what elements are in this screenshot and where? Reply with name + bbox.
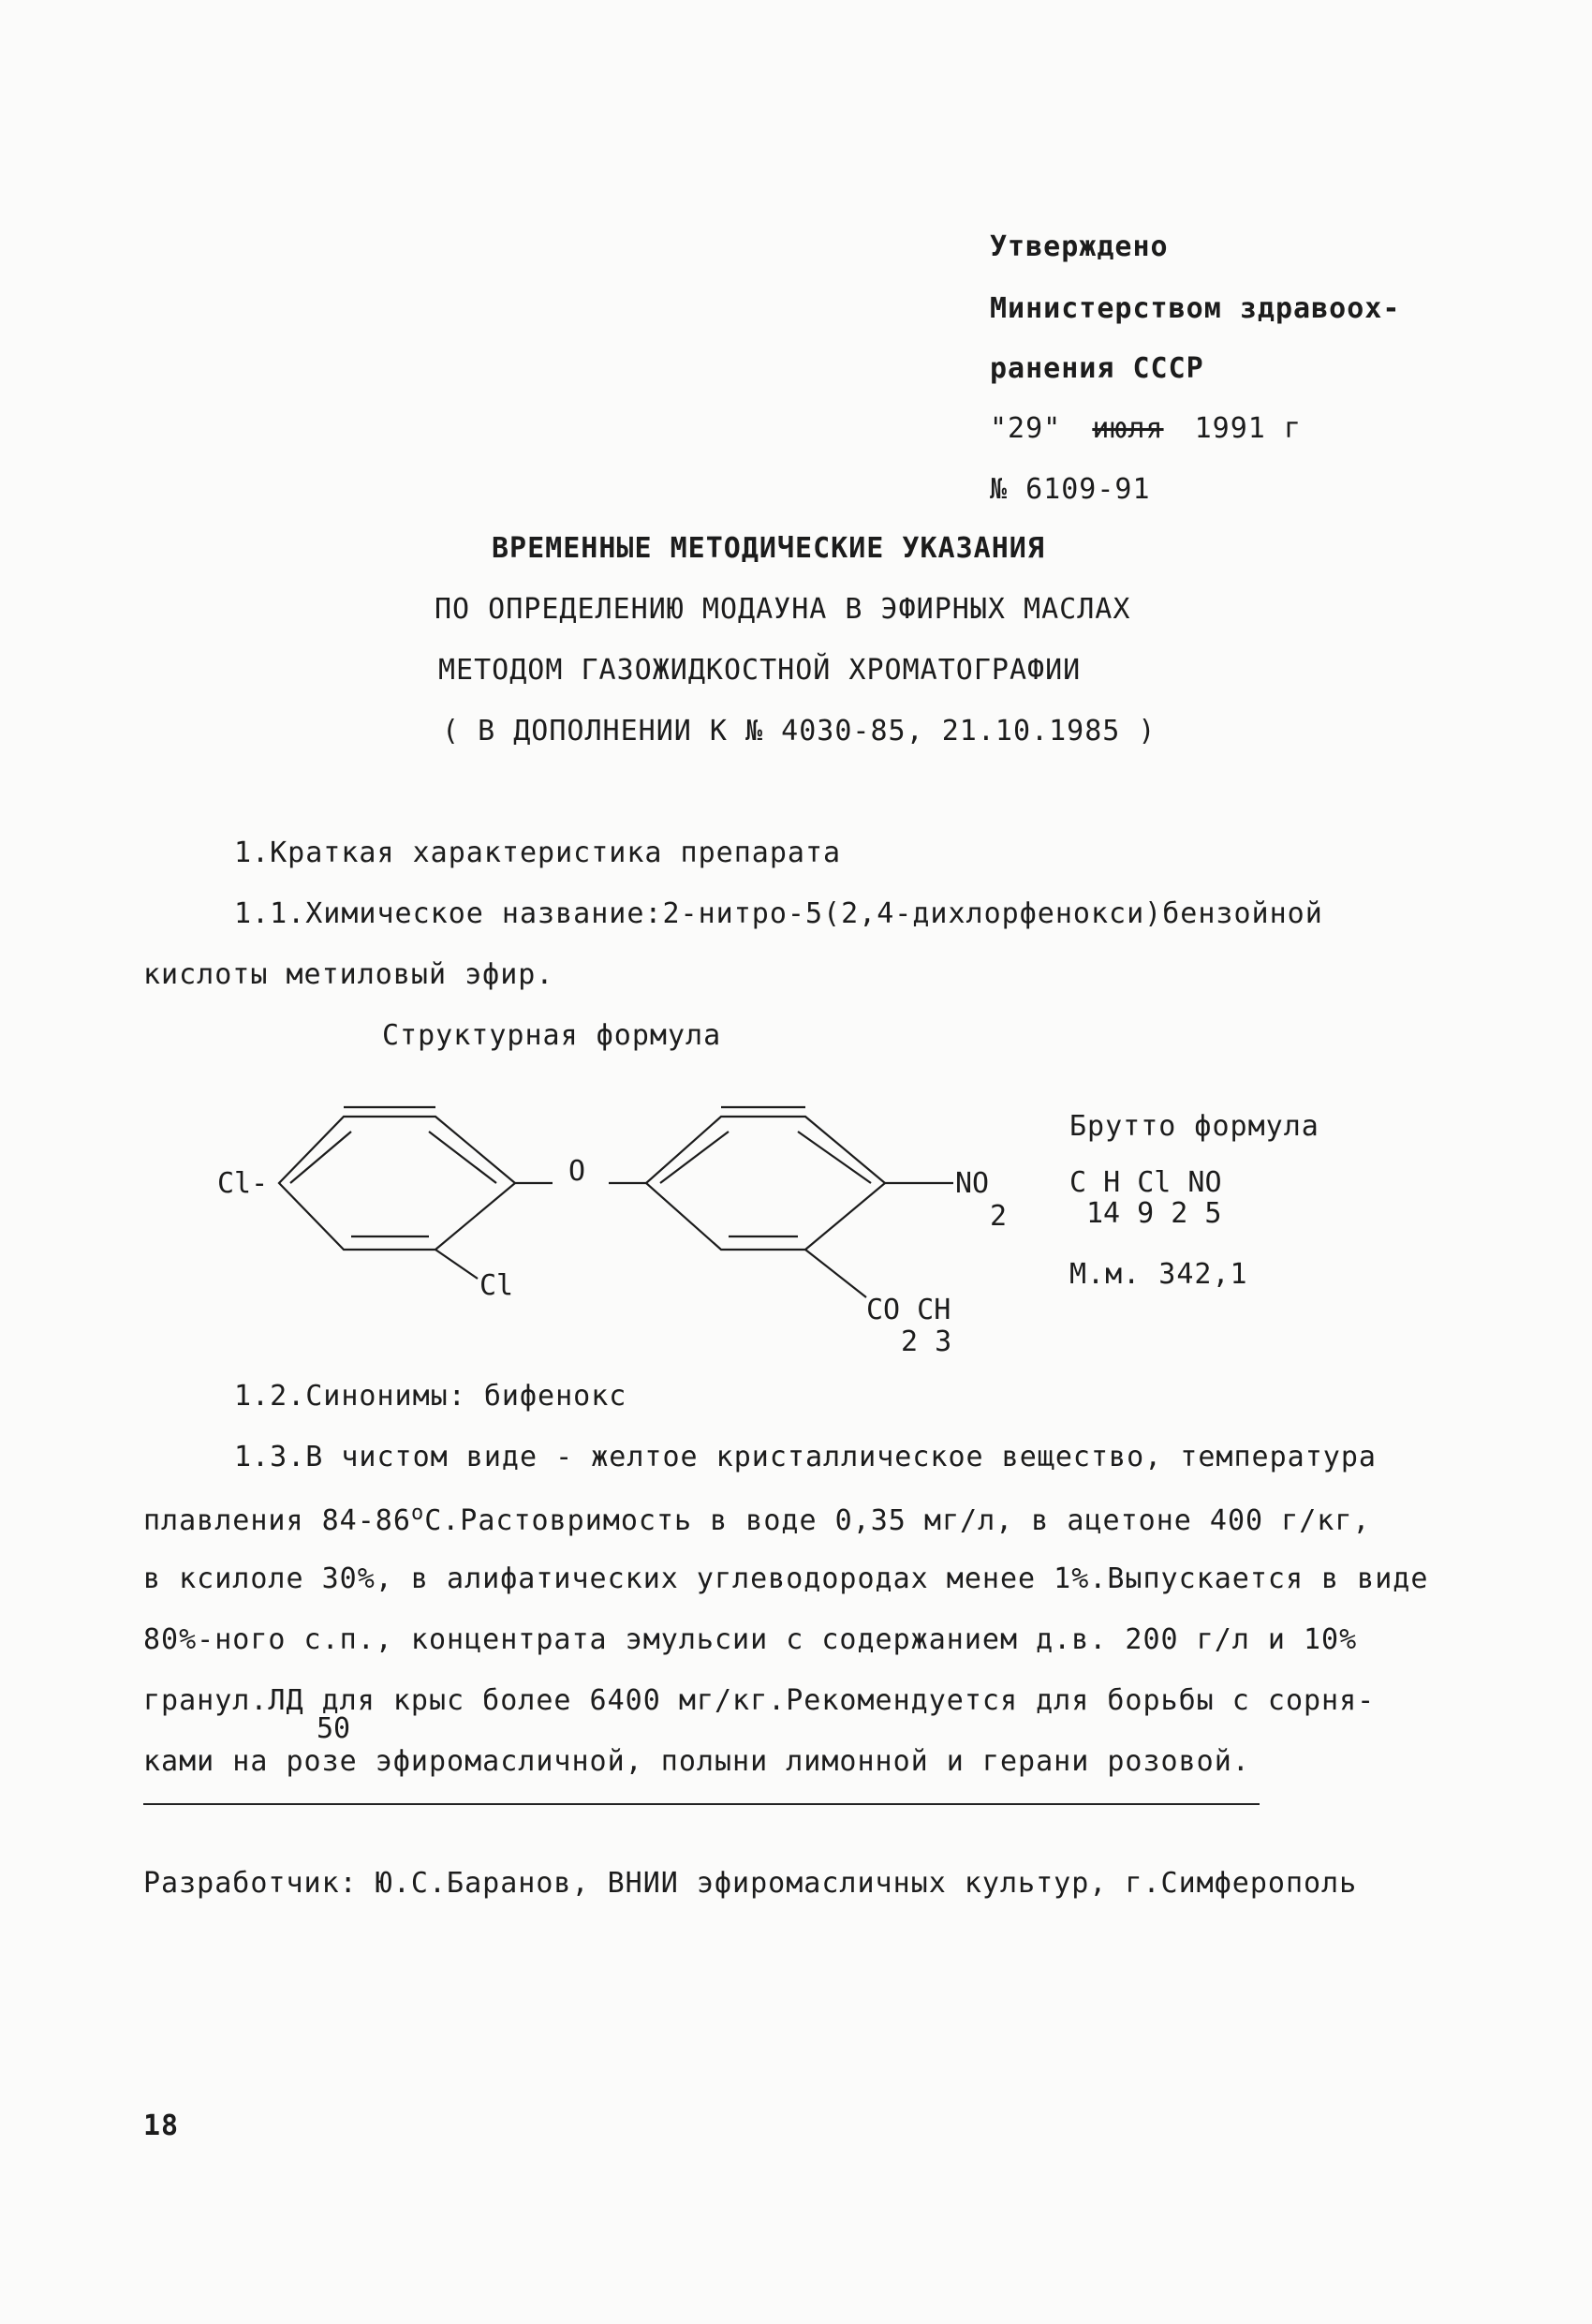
left-ring-outline	[279, 1117, 515, 1250]
structural-formula-label: Структурная формула	[382, 1019, 722, 1052]
right-ring-outline	[646, 1117, 885, 1250]
section-1-1-line-2: кислоты метиловый эфир.	[143, 958, 554, 991]
cl-bottom-label: Cl	[479, 1269, 514, 1302]
section-1-3-line-4: 80%-ного с.п., концентрата эмульсии с содержанием д.в. 200 г/л и 10%	[143, 1623, 1358, 1656]
approval-date-day: "29"	[990, 412, 1062, 445]
approval-date-month: июля	[1092, 412, 1164, 445]
section-1-3-line-2a: плавления 84-86	[143, 1504, 411, 1537]
approval-date-year: 1991 г	[1194, 412, 1302, 445]
developer-note: Разработчик: Ю.С.Баранов, ВНИИ эфиромасличных культур, г.Симферополь	[143, 1867, 1358, 1900]
no2-subscript: 2	[990, 1200, 1008, 1233]
section-1-3-line-2	[143, 1502, 1370, 1537]
approval-line-1: Утверждено	[990, 230, 1169, 263]
ester-bond	[805, 1250, 866, 1297]
approval-number: № 6109-91	[990, 473, 1151, 506]
approval-date	[990, 412, 1302, 445]
approval-line-2: Министерством здравоох-	[990, 292, 1401, 325]
title-line-3: МЕТОДОМ ГАЗОЖИДКОСТНОЙ ХРОМАТОГРАФИИ	[438, 654, 1082, 687]
molecular-mass: М.м. 342,1	[1069, 1258, 1248, 1291]
title-line-1: ВРЕМЕННЫЕ МЕТОДИЧЕСКИЕ УКАЗАНИЯ	[492, 532, 1045, 565]
section-1-3-line-2b: С.Растовримость в воде 0,35 мг/л, в ацетоне 400 г/кг,	[424, 1504, 1371, 1537]
oxygen-label: O	[568, 1155, 586, 1188]
ester-label: CO CH	[866, 1294, 951, 1326]
section-1-3-line-3: в ксилоле 30%, в алифатических углеводородах менее 1%.Выпускается в виде	[143, 1562, 1429, 1595]
section-1-1-line-1: 1.1.Химическое название:2-нитро-5(2,4-дихлорфенокси)бензойной	[234, 897, 1323, 930]
approval-line-3: ранения СССР	[990, 352, 1204, 385]
section-1-2: 1.2.Синонимы: бифенокс	[234, 1380, 627, 1413]
section-1-heading: 1.Краткая характеристика препарата	[234, 836, 842, 869]
section-1-3-line-6: ками на розе эфиромасличной, полыни лимонной и герани розовой.	[143, 1745, 1250, 1778]
ld50-subscript: 50	[317, 1712, 351, 1745]
separator-line	[143, 1803, 1260, 1805]
no2-label: NO	[955, 1167, 990, 1200]
structural-formula	[0, 1087, 1030, 1368]
degree-superscript: o	[410, 1502, 425, 1525]
ester-subscripts: 2 3	[901, 1325, 952, 1358]
title-line-2: ПО ОПРЕДЕЛЕНИЮ МОДАУНА В ЭФИРНЫХ МАСЛАХ	[435, 593, 1131, 626]
page-number: 18	[143, 2109, 180, 2142]
title-line-4: ( В ДОПОЛНЕНИИ К № 4030-85, 21.10.1985 )	[442, 715, 1157, 748]
cl-bottom-bond	[435, 1250, 478, 1279]
section-1-3-line-1: 1.3.В чистом виде - желтое кристаллическое вещество, температура	[234, 1441, 1377, 1473]
cl-left-label: Cl-	[217, 1167, 269, 1200]
section-1-3-line-5: гранул.ЛД для крыс более 6400 мг/кг.Рекомендуется для борьбы с сорня-	[143, 1684, 1376, 1717]
right-ring-inner-bond-2	[798, 1132, 871, 1183]
brutto-formula: C H Cl NO	[1069, 1166, 1222, 1199]
brutto-label: Брутто формула	[1069, 1110, 1319, 1143]
brutto-subscripts: 14 9 2 5	[1086, 1197, 1222, 1230]
